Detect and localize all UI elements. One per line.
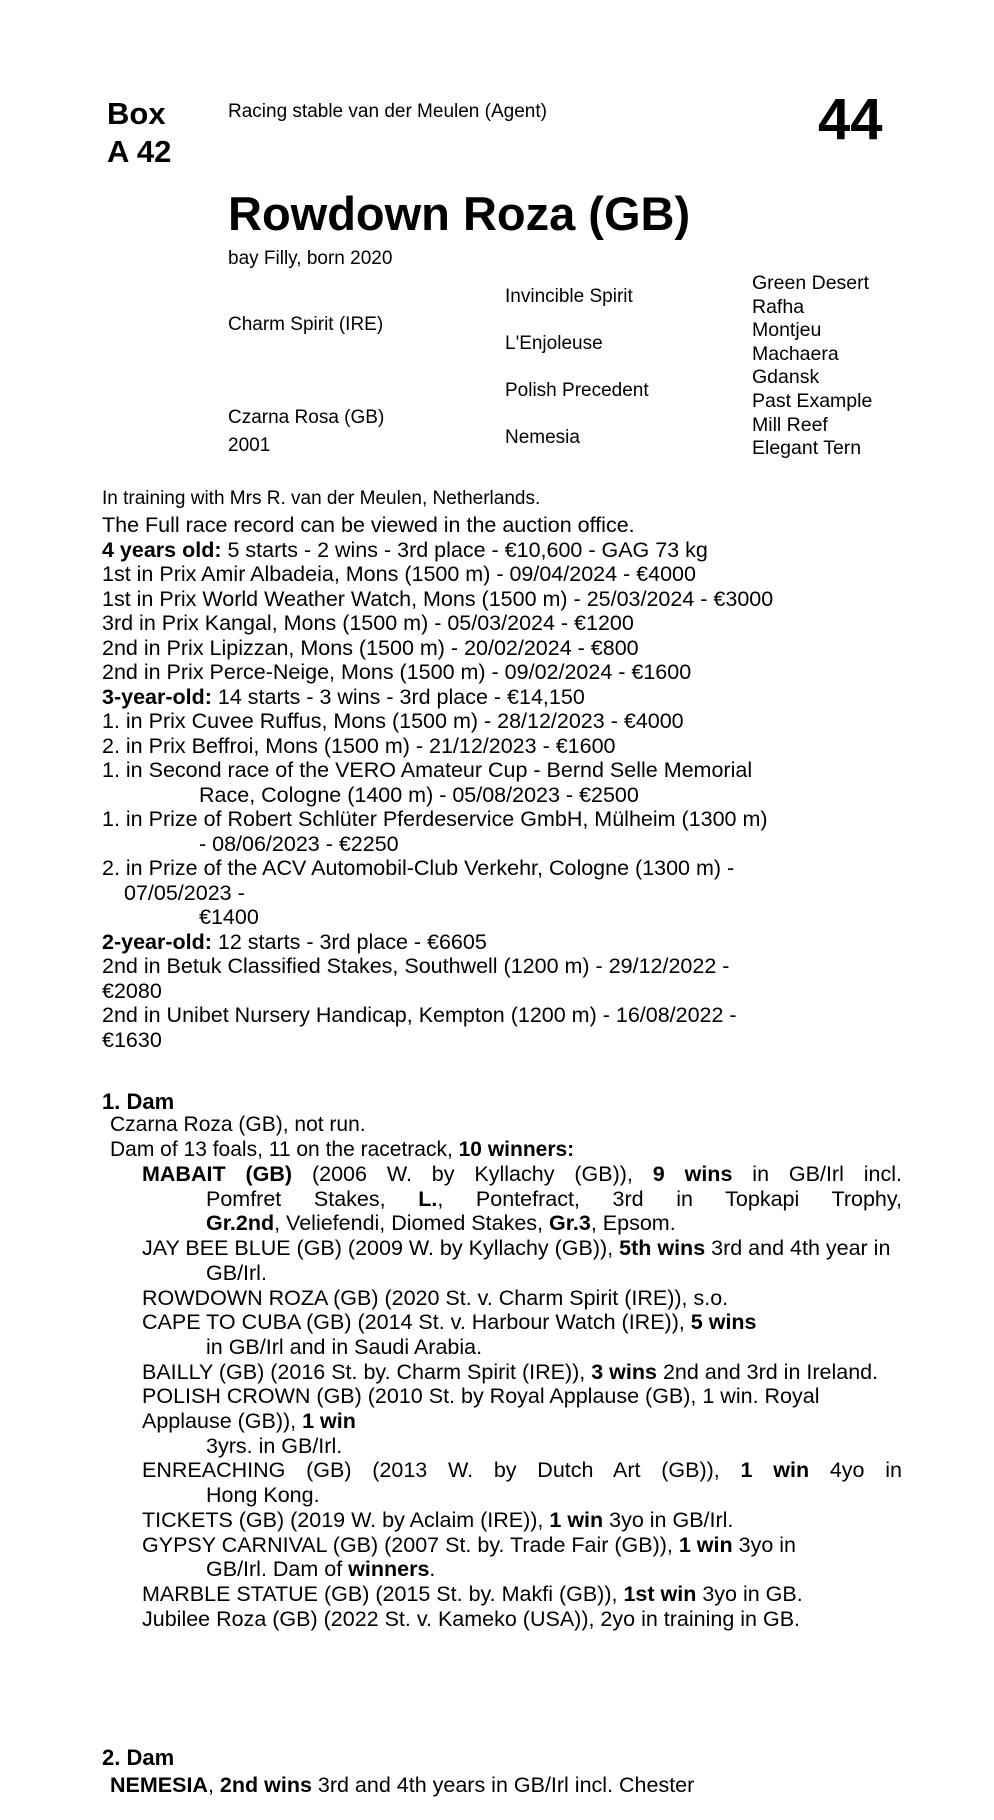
race-line: 3rd in Prix Kangal, Mons (1500 m) - 05/03/2024 - €1200 [102, 611, 634, 635]
offspring-item [142, 1458, 902, 1507]
offspring-item: Jubilee Roza (GB) (2022 St. v. Kameko (USA)), 2yo in training in GB. [142, 1606, 801, 1631]
offspring-item [142, 1508, 902, 1533]
race-line-continued: 07/05/2023 - [124, 880, 245, 905]
offspring-text: 3yo in GB. [696, 1581, 803, 1606]
offspring-text: GYPSY CARNIVAL (GB) (2007 St. by. Trade Fair (GB)), [142, 1532, 679, 1557]
offspring-text: in GB/Irl incl. [732, 1162, 902, 1186]
offspring-text: , Pontefract, 3rd in Topkapi Trophy, [437, 1186, 902, 1211]
lot-number: 44 [818, 87, 883, 152]
race-line: 2. in Prize of the ACV Automobil-Club Verkehr, Cologne (1300 m) - [102, 856, 735, 880]
pedigree-dam-dam: Nemesia [505, 427, 580, 448]
dam1-line1: Czarna Roza (GB), not run. [110, 1113, 366, 1136]
offspring-bold: winners [348, 1557, 430, 1582]
age2-summary-text: 12 starts - 3rd place - €6605 [211, 929, 487, 954]
offspring-text: TICKETS (GB) (2019 W. by Aclaim (IRE)), [142, 1507, 550, 1532]
offspring-bold: Gr.3 [548, 1211, 591, 1236]
race-line: 1st in Prix World Weather Watch, Mons (1500 m) - 25/03/2024 - €3000 [102, 586, 774, 611]
offspring-text: 4yo in [809, 1458, 902, 1483]
race-line: 2nd in Betuk Classified Stakes, Southwell (1200 m) - 29/12/2022 - [102, 954, 730, 978]
offspring-text: 3rd and 4th year in [705, 1236, 891, 1261]
offspring-bold: 3 wins [591, 1359, 657, 1384]
ggp-name: Montjeu [752, 319, 822, 342]
horse-name: Rowdown Roza (GB) [228, 187, 691, 240]
offspring-text: MARBLE STATUE (GB) (2015 St. by. Makfi (GB)), [142, 1581, 624, 1606]
offspring-item [142, 1236, 902, 1285]
dam1-line2-text: Dam of 13 foals, 11 on the racetrack, [110, 1137, 459, 1161]
pedigree-grandsire: Invincible Spirit [505, 286, 633, 307]
ggp-name: Gdansk [752, 366, 820, 389]
offspring-line [142, 1557, 902, 1582]
age3-heading: 3-year-old: [102, 684, 212, 709]
box-label-line1: Box [107, 96, 166, 131]
dam1-heading: 1. Dam [102, 1089, 175, 1114]
pedigree-dam-sire: Polish Precedent [505, 380, 649, 401]
offspring-text: Pomfret Stakes, [206, 1186, 419, 1211]
race-line-continued: €1630 [102, 1027, 162, 1052]
offspring-text: (2006 W. by Kyllachy (GB)), [292, 1162, 653, 1186]
offspring-item [142, 1533, 902, 1582]
race-record [102, 513, 773, 1052]
dam2-sep: , [207, 1773, 220, 1797]
agent-name: Racing stable van der Meulen (Agent) [228, 101, 547, 122]
race-line: 2nd in Prix Lipizzan, Mons (1500 m) - 20/02/2024 - €800 [102, 635, 639, 660]
dam2-rest: 3rd and 4th years in GB/Irl incl. Chester [311, 1773, 695, 1797]
race-line-continued: Race, Cologne (1400 m) - 05/08/2023 - €2500 [199, 782, 639, 807]
age4-heading: 4 years old: [102, 537, 222, 562]
offspring-item [142, 1360, 902, 1459]
ggp-name: Machaera [752, 342, 839, 365]
race-line: 2. in Prix Beffroi, Mons (1500 m) - 21/12/2023 - €1600 [102, 733, 616, 758]
offspring-item [142, 1162, 902, 1236]
age4-summary-text: 5 starts - 2 wins - 3rd place - €10,600 - GAG 73 kg [221, 537, 708, 562]
offspring-item: ROWDOWN ROZA (GB) (2020 St. v. Charm Spirit (IRE)), s.o. [142, 1285, 729, 1310]
training-info: In training with Mrs R. van der Meulen, Netherlands. [102, 488, 541, 509]
race-line: 1st in Prix Amir Albadeia, Mons (1500 m) - 09/04/2024 - €4000 [102, 562, 696, 586]
dam2-name: NEMESIA [110, 1773, 208, 1797]
ggp-name: Green Desert [752, 272, 870, 294]
race-line: 2nd in Prix Perce-Neige, Mons (1500 m) - 09/02/2024 - €1600 [102, 660, 692, 684]
offspring-text: GB/Irl. Dam of [206, 1557, 349, 1582]
offspring-item [142, 1310, 902, 1359]
offspring-text: 3yo in [732, 1532, 796, 1557]
dam2-line [110, 1773, 694, 1798]
offspring-line: GB/Irl. [206, 1260, 267, 1285]
offspring-bold: 5th wins [619, 1236, 706, 1261]
ggp-name: Rafha [752, 295, 805, 318]
horse-description: bay Filly, born 2020 [228, 248, 393, 269]
dam1-winners-count: 10 winners: [458, 1137, 575, 1161]
offspring-line: 3yrs. in GB/Irl. [206, 1433, 343, 1458]
age3-summary [102, 685, 773, 710]
age4-summary [102, 538, 773, 563]
ggp-name: Elegant Tern [752, 437, 862, 460]
offspring-bold: 1 win [678, 1532, 733, 1557]
offspring-line [142, 1458, 902, 1483]
box-label-line2: A 42 [107, 134, 172, 169]
offspring-bold: L. [418, 1186, 438, 1211]
offspring-line [142, 1360, 902, 1434]
offspring-text: JAY BEE BLUE (GB) (2009 W. by Kyllachy (GB)), [142, 1236, 620, 1261]
race-line: 1. in Prix Cuvee Ruffus, Mons (1500 m) - 28/12/2023 - €4000 [102, 709, 684, 733]
dam2-wins: 2nd wins [219, 1773, 312, 1797]
offspring-bold: 1 win [549, 1507, 604, 1532]
ggp-name: Past Example [752, 389, 873, 412]
offspring-item [142, 1582, 902, 1607]
race-line: 1. in Prize of Robert Schlüter Pferdeservice GmbH, Mülheim (1300 m) [102, 807, 768, 831]
record-intro: The Full race record can be viewed in the auction office. [102, 513, 635, 537]
pedigree-dam-year: 2001 [228, 435, 271, 456]
offspring-text: ENREACHING (GB) (2013 W. by Dutch Art (GB)), [142, 1458, 741, 1483]
offspring-text: BAILLY (GB) (2016 St. by. Charm Spirit (IRE)), [142, 1359, 592, 1384]
pedigree-great-grandparents [752, 272, 872, 461]
race-line: 1. in Second race of the VERO Amateur Cup - Bernd Selle Memorial [102, 758, 753, 782]
offspring-text: , Veliefendi, Diomed Stakes, [274, 1211, 549, 1236]
offspring-bold: 5 wins [690, 1310, 757, 1335]
race-line-continued: €1400 [199, 905, 259, 929]
offspring-line: in GB/Irl and in Saudi Arabia. [206, 1334, 483, 1359]
offspring-text: 3yo in GB/Irl. [603, 1507, 734, 1532]
box-label [107, 95, 171, 171]
offspring-bold: Gr.2nd [206, 1211, 275, 1236]
offspring-bold: 1 win [740, 1458, 810, 1483]
age2-heading: 2-year-old: [102, 929, 212, 954]
dam1-summary [110, 1113, 574, 1162]
ggp-name: Mill Reef [752, 413, 828, 436]
race-line-continued: €2080 [102, 978, 162, 1003]
offspring-bold: 1st win [623, 1581, 697, 1606]
offspring-line [142, 1533, 902, 1558]
offspring-text: . [429, 1557, 436, 1582]
offspring-list [142, 1162, 902, 1631]
offspring-line [142, 1310, 902, 1335]
offspring-line [142, 1187, 902, 1212]
race-line-continued: - 08/06/2023 - €2250 [199, 831, 399, 856]
offspring-text: 2nd and 3rd in Ireland. POLISH CROWN (GB) (2010 St. by Royal Applause (GB), 1 win. Royal Applause (GB)), [142, 1359, 879, 1434]
offspring-line [142, 1236, 902, 1261]
offspring-line [142, 1162, 902, 1187]
age3-summary-text: 14 starts - 3 wins - 3rd place - €14,150 [211, 684, 585, 709]
offspring-bold: 1 win [302, 1409, 356, 1434]
dam1-line2 [110, 1138, 574, 1163]
race-line: 2nd in Unibet Nursery Handicap, Kempton (1200 m) - 16/08/2022 - [102, 1003, 737, 1027]
dam2-heading: 2. Dam [102, 1745, 175, 1770]
pedigree-dam: Czarna Rosa (GB) [228, 407, 385, 428]
offspring-text: CAPE TO CUBA (GB) (2014 St. v. Harbour Watch (IRE)), [142, 1310, 691, 1335]
offspring-text: , Epsom. [590, 1211, 676, 1236]
pedigree-sire: Charm Spirit (IRE) [228, 314, 384, 335]
age2-summary [102, 930, 773, 955]
offspring-bold: 9 wins [652, 1162, 733, 1186]
offspring-line: Hong Kong. [206, 1483, 320, 1508]
offspring-name-bold: MABAIT (GB) [142, 1162, 293, 1186]
offspring-line [142, 1211, 902, 1236]
pedigree-granddam: L'Enjoleuse [505, 333, 603, 354]
